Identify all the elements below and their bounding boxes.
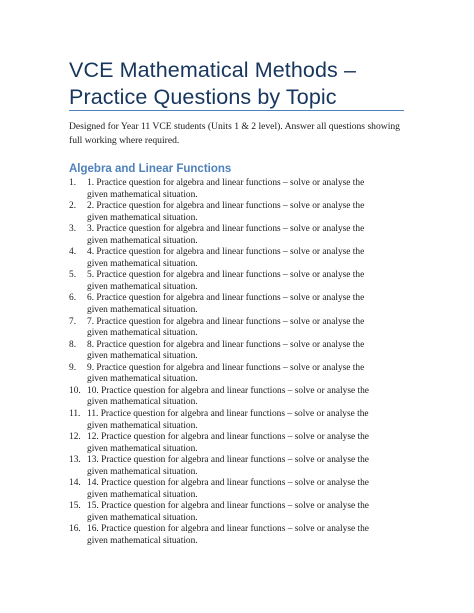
list-item-number: 10. — [69, 385, 81, 396]
list-item-number: 9. — [69, 362, 77, 373]
list-item-text: 6. Practice question for algebra and linear functions – solve or analyse the given mathematical situation. — [87, 293, 365, 316]
list-item-text: 14. Practice question for algebra and linear functions – solve or analyse the given mathematical situation. — [87, 478, 369, 500]
list-item-number: 5. — [69, 270, 77, 281]
list-item-number: 6. — [69, 293, 77, 304]
list-item-text: 8. Practice question for algebra and linear functions – solve or analyse the given mathematical situation. — [87, 339, 365, 362]
list-item-text: 2. Practice question for algebra and linear functions – solve or analyse the given mathematical situation. — [87, 201, 365, 223]
list-item-number: 4. — [69, 247, 77, 258]
list-item-text: 16. Practice question for algebra and linear functions – solve or analyse the given mathematical situation. — [87, 524, 369, 546]
list-item-number: 2. — [69, 201, 77, 212]
document-title: VCE Mathematical Methods – Practice Questions by Topic — [69, 58, 357, 109]
list-item-text: 7. Practice question for algebra and linear functions – solve or analyse the given mathematical situation. — [87, 316, 365, 339]
list-item-text: 10. Practice question for algebra and linear functions – solve or analyse the given mathematical situation. — [87, 385, 369, 408]
list-item-text: 15. Practice question for algebra and linear functions – solve or analyse the given mathematical situation. — [87, 501, 369, 523]
list-item-text: 11. Practice question for algebra and linear functions – solve or analyse the given mathematical situation. — [87, 408, 369, 431]
list-item-text: 13. Practice question for algebra and linear functions – solve or analyse the given mathematical situation. — [87, 455, 369, 477]
list-item-text: 4. Practice question for algebra and linear functions – solve or analyse the given mathematical situation. — [87, 247, 365, 269]
list-item-number: 11. — [69, 408, 81, 419]
list-item-number: 15. — [69, 501, 81, 512]
list-item-number: 8. — [69, 339, 77, 350]
intro-paragraph: Designed for Year 11 VCE students (Units 1 & 2 level). Answer all questions showing full working where required. — [69, 121, 400, 146]
title-divider — [69, 110, 404, 111]
list-item-text: 9. Practice question for algebra and linear functions – solve or analyse the given mathematical situation. — [87, 362, 365, 385]
list-item-text: 12. Practice question for algebra and linear functions – solve or analyse the given mathematical situation. — [87, 432, 369, 454]
list-item-number: 13. — [69, 455, 81, 466]
list-item-text: 5. Practice question for algebra and linear functions – solve or analyse the given mathematical situation. — [87, 270, 365, 292]
section-heading: Algebra and Linear Functions — [69, 163, 232, 175]
list-item-number: 16. — [69, 524, 81, 535]
list-item-text: 3. Practice question for algebra and linear functions – solve or analyse the given mathematical situation. — [87, 224, 365, 246]
list-item-number: 1. — [69, 178, 77, 188]
list-item-text: 1. Practice question for algebra and linear functions – solve or analyse the given mathematical situation. — [87, 178, 365, 200]
list-item-number: 14. — [69, 478, 81, 489]
list-item-number: 12. — [69, 432, 81, 443]
list-item-number: 3. — [69, 224, 77, 235]
list-item-number: 7. — [69, 316, 77, 327]
